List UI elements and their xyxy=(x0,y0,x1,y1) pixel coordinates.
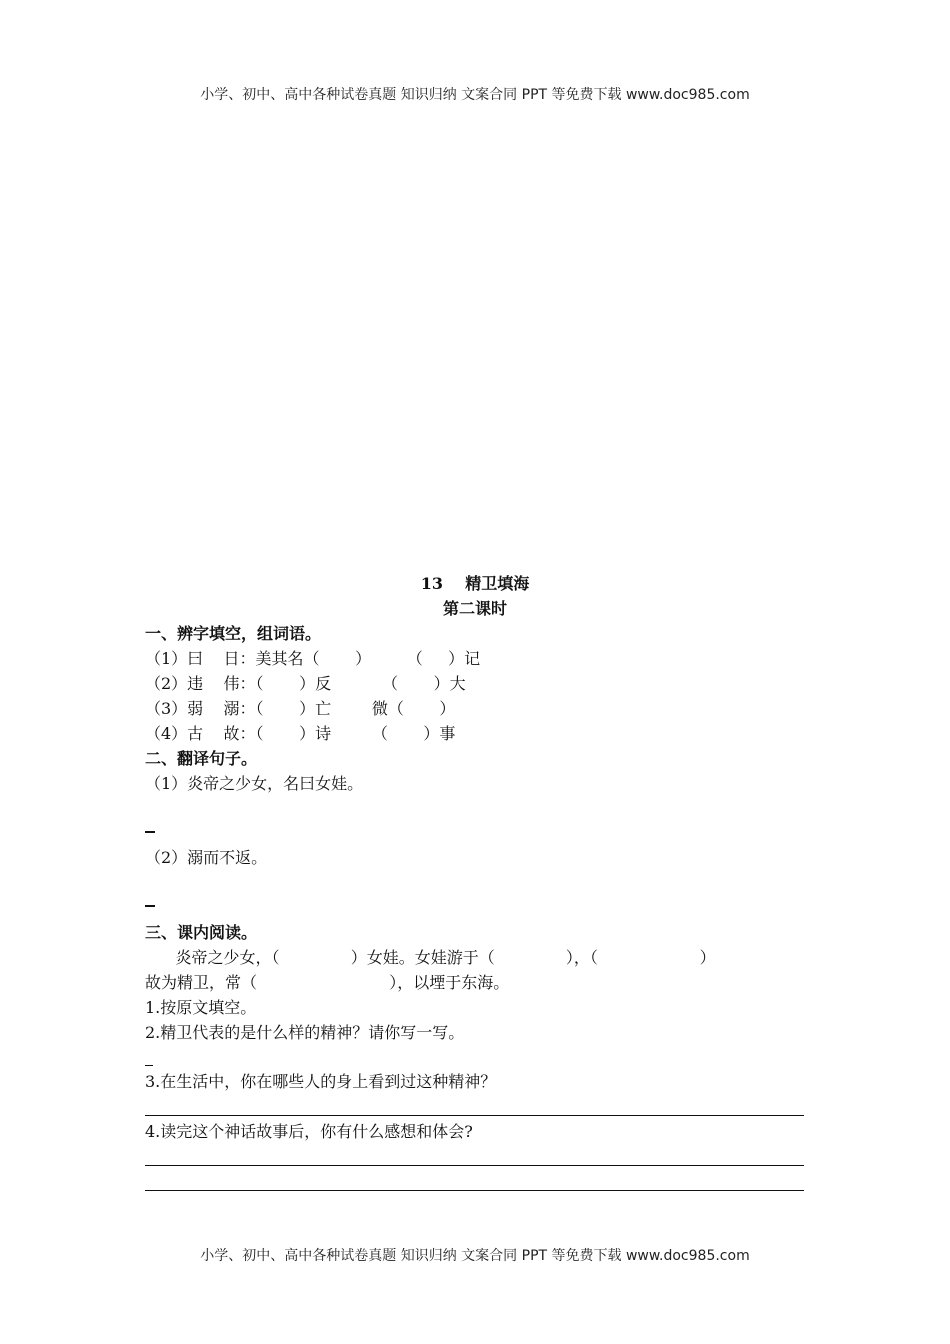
translate-sentence: （2）溺而不返。 xyxy=(145,848,268,867)
page-header: 小学、初中、高中各种试卷真题 知识归纳 文案合同 PPT 等免费下载 www.doc985.com xyxy=(200,87,750,103)
lesson-subtitle: 第二课时 xyxy=(442,599,507,618)
question: 3.在生活中，你在哪些人的身上看到过这种精神？ xyxy=(145,1072,497,1091)
passage-line: 故为精卫，常（ ），以堙于东海。 xyxy=(145,973,510,992)
translate-sentence: （1）炎帝之少女，名曰女娃。 xyxy=(145,774,364,793)
section-2-heading: 二、翻译句子。 xyxy=(145,749,258,768)
question: 2.精卫代表的是什么样的精神？请你写一写。 xyxy=(145,1023,465,1042)
answer-blank xyxy=(145,831,155,833)
question: 4.读完这个神话故事后，你有什么感想和体会? xyxy=(145,1122,473,1141)
word-pair-item: （1）曰 日：美其名（ ） （ ）记 xyxy=(145,649,481,668)
page-footer: 小学、初中、高中各种试卷真题 知识归纳 文案合同 PPT 等免费下载 www.doc985.com xyxy=(200,1248,750,1264)
section-1-heading: 一、辨字填空，组词语。 xyxy=(145,624,322,643)
word-pair-item: （4）古 故：（ ）诗 （ ）事 xyxy=(145,724,456,743)
section-3-heading: 三、课内阅读。 xyxy=(145,923,258,942)
word-pair-item: （2）违 伟：（ ）反 （ ）大 xyxy=(145,674,466,693)
question: 1.按原文填空。 xyxy=(145,998,257,1017)
answer-line xyxy=(145,1115,804,1116)
answer-line xyxy=(145,1190,804,1191)
answer-blank xyxy=(145,1065,153,1066)
answer-line xyxy=(145,1165,804,1166)
lesson-title: 13 精卫填海 xyxy=(420,574,530,593)
passage-line: 炎帝之少女，（ ）女娃。女娃游于（ ），（ ） xyxy=(145,948,716,967)
answer-blank xyxy=(145,905,155,907)
word-pair-item: （3）弱 溺：（ ）亡 微（ ） xyxy=(145,699,456,718)
